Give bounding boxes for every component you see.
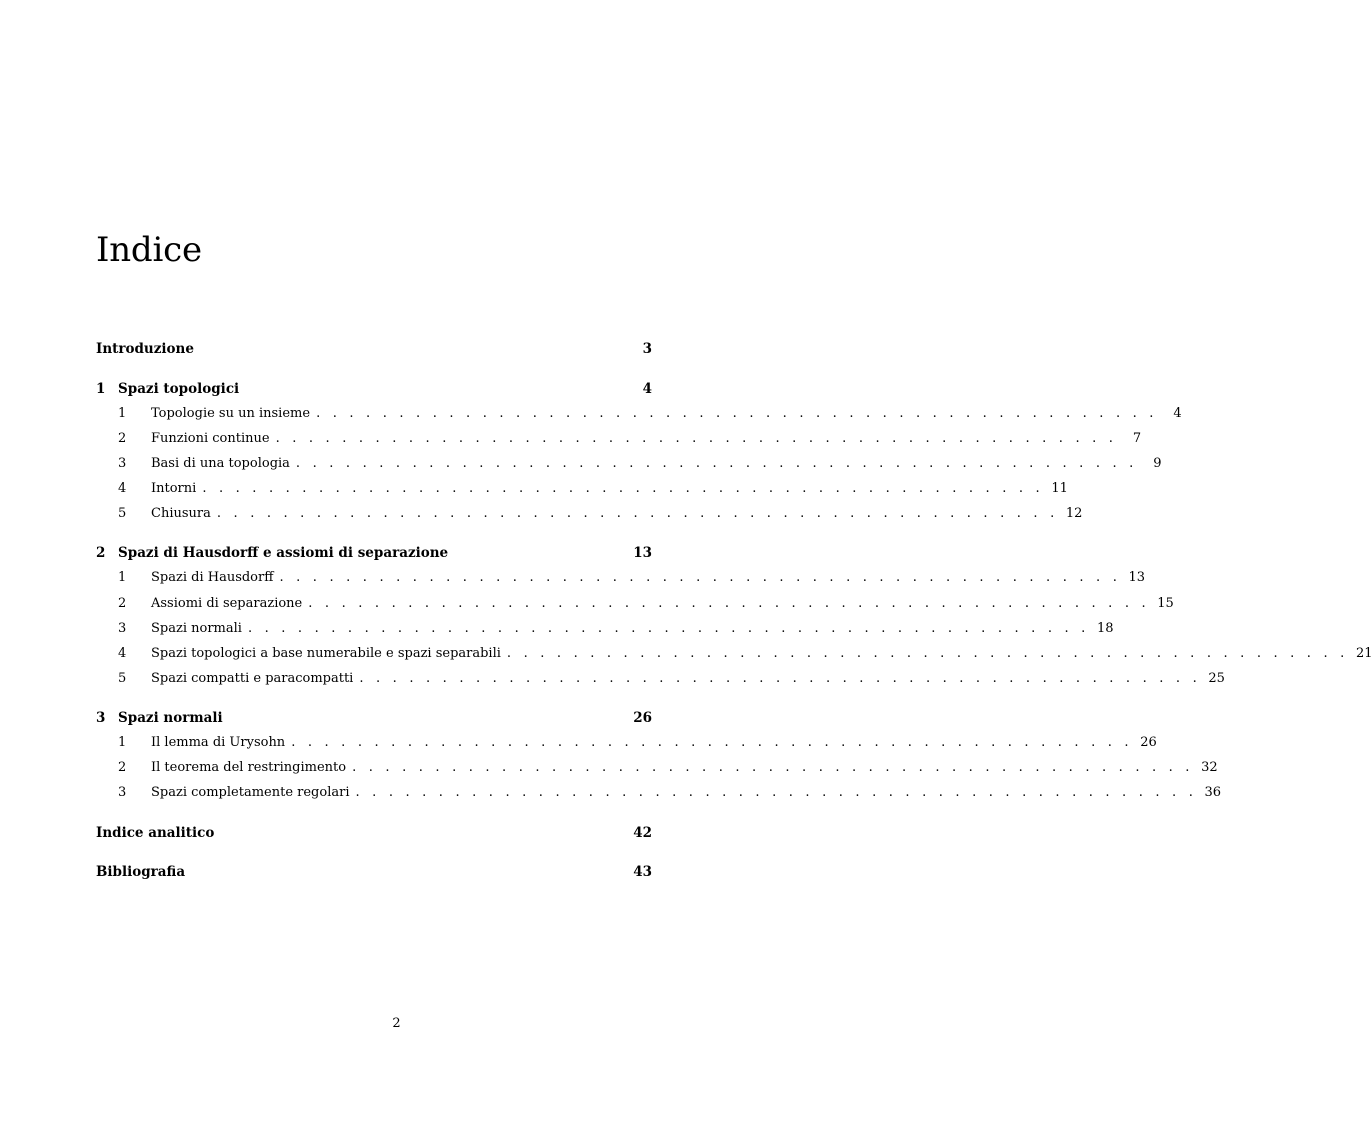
toc-section-number: 2 [118, 431, 127, 446]
toc-section-3-1[interactable] [96, 735, 1157, 755]
toc-entry-page: 12 [1065, 506, 1083, 521]
toc-section-2-1[interactable] [96, 570, 1146, 590]
dot-leader: . . . . . . . . . . . . . . . . . . . . . . . . . . . . . . . . . . . . . . . . . . . . . . . . . . . [279, 570, 1122, 585]
toc-section-number: 1 [118, 735, 127, 750]
toc-entry-label: Spazi topologici a base numerabile e spazi separabili [151, 646, 501, 661]
toc-section-1-3[interactable] [96, 456, 1162, 476]
toc-entry-label: Il teorema del restringimento [151, 760, 347, 775]
toc-section-3-3[interactable] [96, 785, 1222, 805]
dot-leader: . . . . . . . . . . . . . . . . . . . . . . . . . . . . . . . . . . . . . . . . . . . . . . . . . . . [216, 506, 1059, 521]
toc-entry-page: 13 [1128, 570, 1146, 585]
toc-entry-label: Spazi topologici [118, 381, 240, 397]
toc-section-number: 3 [118, 456, 127, 471]
toc-entry-label: Spazi compatti e paracompatti [151, 671, 354, 686]
toc-entry-page: 13 [633, 545, 652, 561]
toc-section-1-1[interactable] [96, 406, 1182, 426]
toc-entry-page: 4 [642, 381, 652, 397]
toc-section-1-5[interactable] [96, 506, 1083, 526]
toc-section-number: 4 [118, 481, 127, 496]
toc-section-number: 5 [118, 506, 127, 521]
toc-section-number: 3 [118, 621, 127, 636]
toc-section-number: 4 [118, 646, 127, 661]
toc-entry-page: 15 [1157, 596, 1174, 611]
toc-entry-index[interactable] [96, 825, 652, 845]
toc-entry-label: Assiomi di separazione [151, 596, 303, 611]
toc-entry-label: Indice analitico [96, 825, 215, 841]
toc-section-number: 1 [118, 570, 127, 585]
toc-section-1-2[interactable] [96, 431, 1142, 451]
toc-entry-label: Intorni [151, 481, 197, 496]
dot-leader: . . . . . . . . . . . . . . . . . . . . . . . . . . . . . . . . . . . . . . . . . . . . . . . . . . . [202, 481, 1044, 496]
dot-leader: . . . . . . . . . . . . . . . . . . . . . . . . . . . . . . . . . . . . . . . . . . . . . . . . . . . [291, 735, 1133, 750]
toc-entry-page: 4 [1173, 406, 1182, 421]
toc-chapter-number: 1 [96, 381, 106, 397]
toc-entry-page: 26 [633, 710, 652, 726]
toc-entry-page: 32 [1201, 760, 1218, 775]
toc-entry-label: Il lemma di Urysohn [151, 735, 286, 750]
toc-entry-page: 11 [1051, 481, 1068, 496]
dot-leader: . . . . . . . . . . . . . . . . . . . . . . . . . . . . . . . . . . . . . . . . . . . . . . . . . . . [359, 671, 1201, 686]
toc-entry-label: Spazi completamente regolari [151, 785, 350, 800]
toc-entry-label: Spazi normali [118, 710, 223, 726]
toc-entry-label: Spazi di Hausdorff e assiomi di separazione [118, 545, 449, 561]
page-number: 2 [392, 1016, 401, 1031]
toc-entry-page: 21 [1355, 646, 1372, 661]
toc-section-2-5[interactable] [96, 671, 1225, 691]
dot-leader: . . . . . . . . . . . . . . . . . . . . . . . . . . . . . . . . . . . . . . . . . . . . . . . . . . . [247, 621, 1090, 636]
toc-section-2-3[interactable] [96, 621, 1114, 641]
toc-entry-label: Funzioni continue [151, 431, 270, 446]
toc-entry-label: Basi di una topologia [151, 456, 290, 471]
toc-entry-intro[interactable] [96, 341, 652, 361]
toc-chapter-number: 3 [96, 710, 106, 726]
dot-leader: . . . . . . . . . . . . . . . . . . . . . . . . . . . . . . . . . . . . . . . . . . . . . . . . . . . [316, 406, 1158, 421]
toc-entry-label: Spazi normali [151, 621, 242, 636]
toc-entry-bibliography[interactable] [96, 864, 652, 884]
toc-entry-page: 3 [642, 341, 652, 357]
dot-leader: . . . . . . . . . . . . . . . . . . . . . . . . . . . . . . . . . . . . . . . . . . . . . . . . . . . [308, 596, 1150, 611]
toc-entry-label: Chiusura [151, 506, 211, 521]
page-title: Indice [96, 230, 202, 270]
toc-entry-label: Topologie su un insieme [151, 406, 311, 421]
toc-section-number: 2 [118, 596, 127, 611]
toc-section-number: 3 [118, 785, 127, 800]
dot-leader: . . . . . . . . . . . . . . . . . . . . . . . . . . . . . . . . . . . . . . . . . . . . . . . . . . . [355, 785, 1198, 800]
toc-chapter-3[interactable] [96, 710, 652, 730]
toc-entry-page: 43 [633, 864, 652, 880]
toc-entry-page: 18 [1096, 621, 1114, 636]
toc-entry-label: Spazi di Hausdorff [151, 570, 274, 585]
toc-entry-page: 36 [1204, 785, 1222, 800]
toc-entry-page: 26 [1140, 735, 1157, 750]
toc-chapter-2[interactable] [96, 545, 652, 565]
toc-chapter-1[interactable] [96, 381, 652, 401]
toc-entry-page: 42 [633, 825, 652, 841]
toc-section-3-2[interactable] [96, 760, 1218, 780]
toc-section-1-4[interactable] [96, 481, 1068, 501]
toc-section-number: 2 [118, 760, 127, 775]
dot-leader: . . . . . . . . . . . . . . . . . . . . . . . . . . . . . . . . . . . . . . . . . . . . . . . . . . . [275, 431, 1118, 446]
toc-section-2-2[interactable] [96, 596, 1174, 616]
toc-chapter-number: 2 [96, 545, 106, 561]
toc-section-number: 1 [118, 406, 127, 421]
toc-section-2-4[interactable] [96, 646, 1372, 666]
toc-section-number: 5 [118, 671, 127, 686]
toc-entry-label: Bibliografia [96, 864, 186, 880]
toc-entry-label: Introduzione [96, 341, 194, 357]
dot-leader: . . . . . . . . . . . . . . . . . . . . . . . . . . . . . . . . . . . . . . . . . . . . . . . . . . . [295, 456, 1138, 471]
toc-entry-page: 7 [1132, 431, 1142, 446]
toc-entry-page: 9 [1153, 456, 1162, 471]
dot-leader: . . . . . . . . . . . . . . . . . . . . . . . . . . . . . . . . . . . . . . . . . . . . . . . . . . . [352, 760, 1194, 775]
dot-leader: . . . . . . . . . . . . . . . . . . . . . . . . . . . . . . . . . . . . . . . . . . . . . . . . . . . [506, 646, 1349, 661]
toc-entry-page: 25 [1208, 671, 1225, 686]
